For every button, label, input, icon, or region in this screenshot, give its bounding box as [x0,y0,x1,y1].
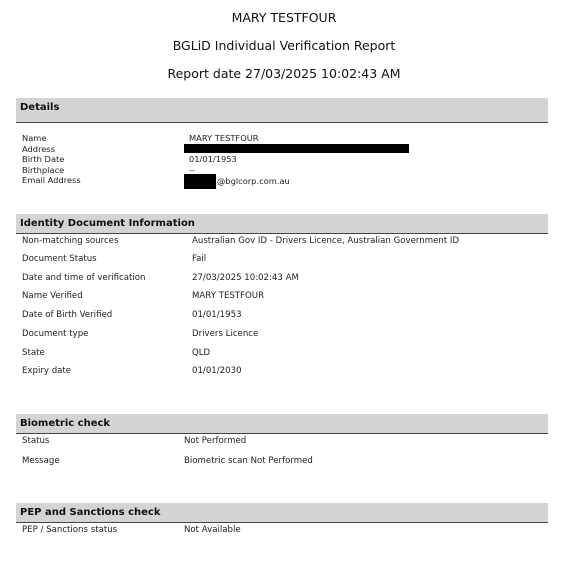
details-section-header [16,98,548,123]
biometric-label-status: Status [22,436,50,446]
pep-section-header [16,503,548,523]
address-redaction [184,144,409,153]
biometric-section-title: Biometric check [20,418,111,429]
details-label-address: Address [22,143,56,154]
identity-value-state: QLD [192,348,211,358]
identity-value-verification-time: 27/03/2025 10:02:43 AM [192,273,299,283]
identity-value-non-matching: Australian Gov ID - Drivers Licence, Australian Government ID [192,236,460,246]
pep-label-status: PEP / Sanctions status [22,525,118,535]
details-value-birth-date: 01/01/1953 [189,154,237,164]
biometric-value-message: Biometric scan Not Performed [184,456,313,466]
identity-label-non-matching: Non-matching sources [22,236,119,246]
details-value-birthplace: -- [189,164,195,175]
identity-section-header [16,214,548,234]
details-label-email: Email Address [22,175,81,185]
pep-section-title: PEP and Sanctions check [20,507,161,518]
report-title: BGLiD Individual Verification Report [172,38,396,53]
identity-label-document-status: Document Status [22,254,97,264]
identity-section-title: Identity Document Information [20,218,195,229]
email-redaction [184,174,216,189]
identity-label-state: State [22,348,45,358]
identity-label-expiry: Expiry date [22,366,72,376]
details-label-birth-date: Birth Date [22,154,65,164]
details-label-name: Name [22,133,47,143]
details-value-name: MARY TESTFOUR [189,133,259,143]
biometric-section-header [16,414,548,434]
details-value-email: @bglcorp.com.au [217,176,290,186]
identity-value-name-verified: MARY TESTFOUR [192,291,265,301]
biometric-value-status: Not Performed [184,436,247,446]
identity-value-dob-verified: 01/01/1953 [192,310,242,320]
pep-value-status: Not Available [184,525,241,535]
identity-value-document-status: Fail [192,254,207,264]
identity-label-dob-verified: Date of Birth Verified [22,310,113,320]
biometric-label-message: Message [22,456,60,466]
identity-label-document-type: Document type [22,329,89,339]
report-subject-name: MARY TESTFOUR [231,10,337,25]
details-label-birthplace: Birthplace [22,164,65,175]
identity-value-expiry: 01/01/2030 [192,366,242,376]
identity-value-document-type: Drivers Licence [192,329,259,339]
details-section-title: Details [20,102,60,113]
identity-label-name-verified: Name Verified [22,291,83,301]
report-date: Report date 27/03/2025 10:02:43 AM [167,66,401,81]
identity-label-verification-time: Date and time of verification [22,273,146,283]
